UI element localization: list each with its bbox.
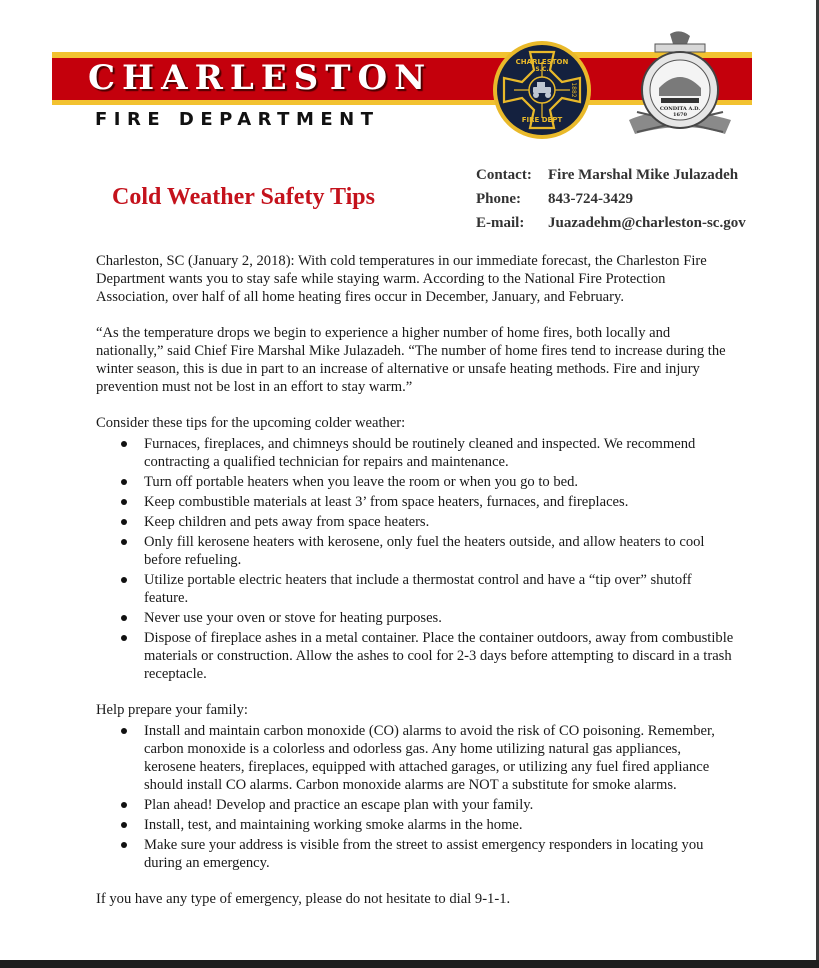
closing-paragraph: If you have any type of emergency, please do not hesitate to dial 9-1-1. xyxy=(96,891,511,907)
family-intro: Help prepare your family: xyxy=(96,702,248,718)
city-seal-icon xyxy=(615,28,745,146)
quote-paragraph: “As the temperature drops we begin to experience a higher number of home fires, both locally and nationally,” said Chief Fire Marshal Mike Julazadeh. “The number of home fires tend to increase during the winter season, this is due in part to an increase of alternative or unsafe heating methods. Fire and injury prevention must not be lost in an effort to stay warm.” xyxy=(96,325,726,395)
svg-text:S.C.: S.C. xyxy=(535,66,549,73)
svg-text:1882: 1882 xyxy=(570,82,577,98)
family-list xyxy=(96,722,736,872)
phone-label: Phone: xyxy=(476,191,521,207)
fire-department-badge-icon xyxy=(492,40,592,140)
svg-text:CONDITA A.D.: CONDITA A.D. xyxy=(659,106,701,112)
list-item: Make sure your address is visible from the street to assist emergency responders in locating you during an emergency. xyxy=(96,836,736,872)
document-body xyxy=(96,252,736,926)
brand-subtitle: FIRE DEPARTMENT xyxy=(95,109,380,130)
list-item: Only fill kerosene heaters with kerosene, only fuel the heaters outside, and allow heaters to cool before refueling. xyxy=(96,533,736,569)
list-item: Plan ahead! Develop and practice an escape plan with your family. xyxy=(96,796,736,814)
page-title: Cold Weather Safety Tips xyxy=(112,184,375,210)
intro-paragraph: Charleston, SC (January 2, 2018): With cold temperatures in our immediate forecast, the Charleston Fire Department wants you to stay safe while staying warm. According to the National Fire Protection Association, over half of all home heating fires occur in December, January, and February. xyxy=(96,253,707,305)
list-item: Utilize portable electric heaters that include a thermostat control and have a “tip over” shutoff feature. xyxy=(96,571,736,607)
list-item: Dispose of fireplace ashes in a metal container. Place the container outdoors, away from combustible materials or construction. Allow the ashes to cool for 2-3 days before attempting to discard in a trash receptacle. xyxy=(96,629,736,683)
page-bottom-edge xyxy=(0,960,819,968)
tips-intro: Consider these tips for the upcoming colder weather: xyxy=(96,415,406,431)
email-label: E-mail: xyxy=(476,215,525,231)
contact-row xyxy=(476,164,746,188)
email-address[interactable]: Juazadehm@charleston-sc.gov xyxy=(548,215,746,231)
svg-text:CHARLESTON: CHARLESTON xyxy=(515,58,569,66)
list-item: Install, test, and maintaining working smoke alarms in the home. xyxy=(96,816,736,834)
list-item: Furnaces, fireplaces, and chimneys should be routinely cleaned and inspected. We recommend contracting a qualified technician for repairs and maintenance. xyxy=(96,435,736,471)
tips-list xyxy=(96,435,736,683)
contact-name: Fire Marshal Mike Julazadeh xyxy=(548,167,739,183)
list-item: Keep children and pets away from space heaters. xyxy=(96,513,736,531)
svg-text:1670: 1670 xyxy=(673,112,687,118)
contact-block xyxy=(476,164,746,236)
contact-label: Contact: xyxy=(476,167,532,183)
svg-text:FIRE DEPT: FIRE DEPT xyxy=(521,116,563,124)
list-item: Turn off portable heaters when you leave the room or when you go to bed. xyxy=(96,473,736,491)
list-item: Install and maintain carbon monoxide (CO) alarms to avoid the risk of CO poisoning. Remember, carbon monoxide is a colorless and odorless gas. Any home utilizing natural gas appliances, kerosene heaters, fireplaces, equipped with attached garages, or utilizing any fuel fired appliance should install CO alarms. Carbon monoxide alarms are NOT a substitute for smoke alarms. xyxy=(96,722,736,794)
list-item: Keep combustible materials at least 3’ from space heaters, furnaces, and fireplaces. xyxy=(96,493,736,511)
brand-name: CHARLESTON xyxy=(88,58,433,98)
phone-number[interactable]: 843-724-3429 xyxy=(548,191,633,207)
phone-row xyxy=(476,188,746,212)
list-item: Never use your oven or stove for heating purposes. xyxy=(96,609,736,627)
email-row xyxy=(476,212,746,236)
